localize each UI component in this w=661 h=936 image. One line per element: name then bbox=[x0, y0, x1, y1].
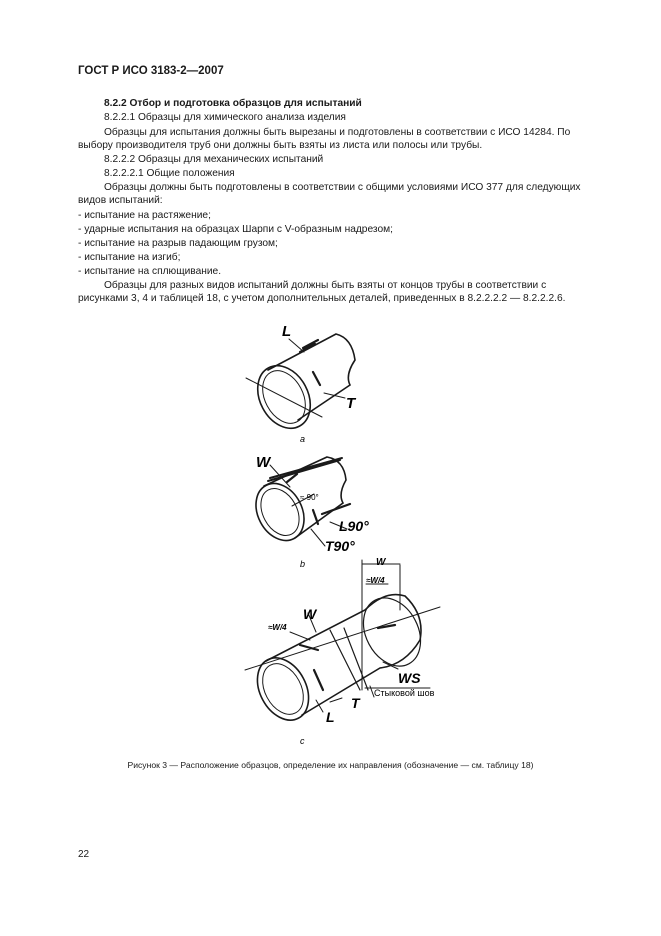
document-header: ГОСТ Р ИСО 3183-2—2007 bbox=[78, 65, 224, 77]
label-angle-b: ≈ 90° bbox=[300, 493, 319, 502]
label-frac-left-c: ≈W/4 bbox=[268, 623, 287, 632]
label-ws-c: WS bbox=[398, 670, 421, 686]
list-item: - ударные испытания на образцах Шарпи с V-образным надрезом; bbox=[78, 224, 393, 235]
sublabel-c: c bbox=[300, 736, 305, 746]
label-t-c: T bbox=[351, 695, 360, 711]
paragraph-preparation: Образцы для испытания должны быть вырезаны и подготовлены в соответствии с ИСО 14284. По выбору производителя труб они должны быть взяты из листа или полосы или трубы. bbox=[78, 127, 571, 152]
label-t-a: T bbox=[346, 395, 356, 412]
label-w-top-c: W bbox=[376, 557, 386, 568]
label-t90-b: T90° bbox=[325, 538, 355, 554]
label-w-b: W bbox=[256, 454, 271, 471]
figure-caption: Рисунок 3 — Расположение образцов, определение их направления (обозначение — см. таблицу 18) bbox=[127, 760, 534, 770]
paragraph-sampling: Образцы для разных видов испытаний должны быть взяты от концов трубы в соответствии с рисунками 3, 4 и таблицей 18, с учетом дополнительных деталей, приведенных в 8.2.2.2.2 — 8.2.2.2.6. bbox=[78, 280, 566, 305]
pipe-a bbox=[246, 334, 355, 437]
section-heading: 8.2.2 Отбор и подготовка образцов для испытаний bbox=[104, 98, 362, 109]
paragraph-mechanical: 8.2.2.2 Образцы для механических испытаний bbox=[104, 154, 324, 165]
label-l-c: L bbox=[326, 709, 335, 725]
pipe-c bbox=[245, 560, 440, 729]
label-l-a: L bbox=[282, 323, 292, 340]
sublabel-a: a bbox=[300, 434, 306, 444]
list-item: - испытание на сплющивание. bbox=[78, 266, 222, 277]
paragraph-chemical: 8.2.2.1 Образцы для химического анализа изделия bbox=[104, 112, 346, 123]
paragraph-conditions: Образцы должны быть подготовлены в соответствии с общими условиями ИСО 377 для следующих видов испытаний: bbox=[78, 182, 581, 207]
label-seam-c: Стыковой шов bbox=[374, 688, 435, 698]
list-item: - испытание на растяжение; bbox=[78, 210, 211, 221]
list-item: - испытание на разрыв падающим грузом; bbox=[78, 238, 278, 249]
page-number: 22 bbox=[78, 849, 90, 860]
label-frac-right-c: ≈W/4 bbox=[366, 576, 385, 585]
sublabel-b: b bbox=[300, 559, 306, 569]
paragraph-general: 8.2.2.2.1 Общие положения bbox=[104, 168, 235, 179]
label-w-c: W bbox=[303, 606, 317, 622]
list-item: - испытание на изгиб; bbox=[78, 252, 181, 263]
label-l90-b: L90° bbox=[339, 518, 369, 534]
